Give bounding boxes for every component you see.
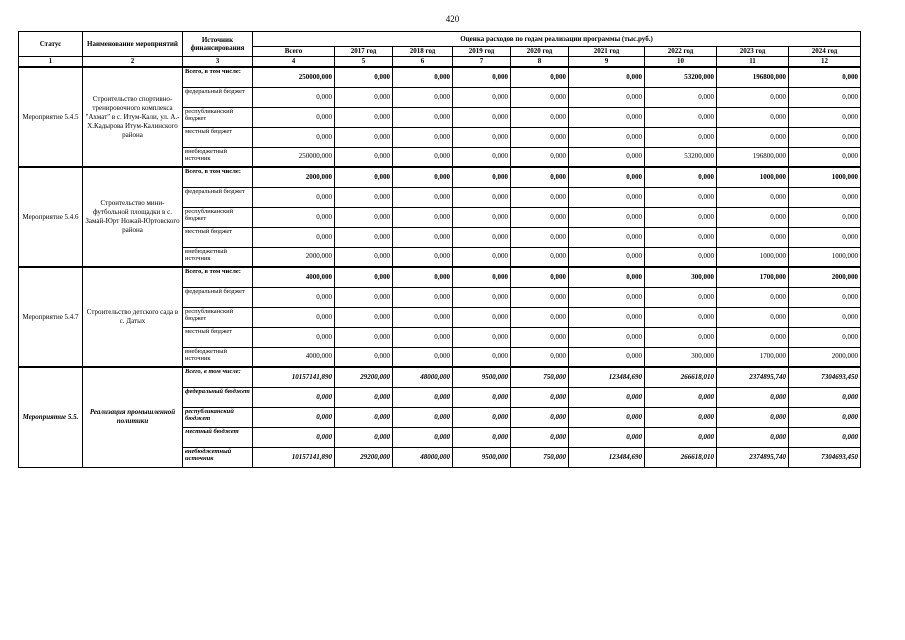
amount-cell: 0,000 <box>393 247 453 267</box>
amount-cell: 0,000 <box>569 187 645 207</box>
amount-cell: 0,000 <box>511 107 569 127</box>
amount-cell: 10157141,890 <box>253 367 335 387</box>
amount-cell: 0,000 <box>393 427 453 447</box>
header-year: 2020 год <box>511 47 569 57</box>
amount-cell: 0,000 <box>453 207 511 227</box>
table-row <box>19 267 861 287</box>
funding-source: федеральный бюджет <box>183 387 253 407</box>
amount-cell: 0,000 <box>453 427 511 447</box>
amount-cell: 9500,000 <box>453 367 511 387</box>
amount-cell: 9500,000 <box>453 447 511 467</box>
amount-cell: 2000,000 <box>789 267 861 287</box>
funding-source: местный бюджет <box>183 227 253 247</box>
amount-cell: 0,000 <box>511 127 569 147</box>
amount-cell: 0,000 <box>511 187 569 207</box>
amount-cell: 53200,000 <box>645 67 717 87</box>
amount-cell: 0,000 <box>453 147 511 167</box>
amount-cell: 0,000 <box>569 387 645 407</box>
amount-cell: 0,000 <box>789 87 861 107</box>
amount-cell: 0,000 <box>335 207 393 227</box>
funding-source: внебюджетный источник <box>183 247 253 267</box>
amount-cell: 29200,000 <box>335 447 393 467</box>
amount-cell: 7304693,450 <box>789 367 861 387</box>
amount-cell: 7304693,450 <box>789 447 861 467</box>
amount-cell: 0,000 <box>789 207 861 227</box>
measure-name: Реализация промышленной политики <box>83 367 183 467</box>
amount-cell: 1700,000 <box>717 267 789 287</box>
header-year: 2021 год <box>569 47 645 57</box>
amount-cell: 0,000 <box>335 267 393 287</box>
amount-cell: 0,000 <box>569 267 645 287</box>
amount-cell: 0,000 <box>453 307 511 327</box>
amount-cell: 0,000 <box>717 307 789 327</box>
amount-cell: 0,000 <box>717 407 789 427</box>
amount-cell: 2000,000 <box>253 247 335 267</box>
column-number: 10 <box>645 57 717 68</box>
amount-cell: 0,000 <box>717 287 789 307</box>
funding-source: республиканский бюджет <box>183 207 253 227</box>
amount-cell: 0,000 <box>789 127 861 147</box>
amount-cell: 0,000 <box>393 287 453 307</box>
header-year: 2018 год <box>393 47 453 57</box>
amount-cell: 0,000 <box>453 407 511 427</box>
amount-cell: 0,000 <box>335 127 393 147</box>
amount-cell: 0,000 <box>335 87 393 107</box>
funding-source: Всего, в том числе: <box>183 67 253 87</box>
amount-cell: 123484,690 <box>569 447 645 467</box>
measure-group <box>19 67 861 167</box>
funding-source: федеральный бюджет <box>183 187 253 207</box>
amount-cell: 0,000 <box>645 127 717 147</box>
header-year: 2019 год <box>453 47 511 57</box>
measure-status: Мероприятие 5.4.6 <box>19 167 83 267</box>
amount-cell: 0,000 <box>645 387 717 407</box>
funding-source: местный бюджет <box>183 327 253 347</box>
column-number: 6 <box>393 57 453 68</box>
amount-cell: 0,000 <box>453 267 511 287</box>
amount-cell: 0,000 <box>511 87 569 107</box>
amount-cell: 2374895,740 <box>717 447 789 467</box>
amount-cell: 0,000 <box>645 307 717 327</box>
column-number: 3 <box>183 57 253 68</box>
amount-cell: 0,000 <box>511 207 569 227</box>
amount-cell: 0,000 <box>717 187 789 207</box>
amount-cell: 0,000 <box>511 227 569 247</box>
amount-cell: 0,000 <box>569 167 645 187</box>
amount-cell: 10157141,890 <box>253 447 335 467</box>
amount-cell: 0,000 <box>511 147 569 167</box>
amount-cell: 0,000 <box>253 307 335 327</box>
table-row <box>19 67 861 87</box>
amount-cell: 0,000 <box>335 107 393 127</box>
column-numbers-row <box>19 57 861 68</box>
amount-cell: 0,000 <box>511 67 569 87</box>
amount-cell: 0,000 <box>393 107 453 127</box>
funding-source: федеральный бюджет <box>183 87 253 107</box>
amount-cell: 0,000 <box>393 147 453 167</box>
amount-cell: 2000,000 <box>253 167 335 187</box>
amount-cell: 0,000 <box>453 347 511 367</box>
amount-cell: 266618,010 <box>645 447 717 467</box>
column-number: 2 <box>83 57 183 68</box>
funding-source: федеральный бюджет <box>183 287 253 307</box>
amount-cell: 0,000 <box>253 407 335 427</box>
amount-cell: 1700,000 <box>717 347 789 367</box>
amount-cell: 0,000 <box>393 267 453 287</box>
header-year: 2023 год <box>717 47 789 57</box>
amount-cell: 0,000 <box>335 347 393 367</box>
amount-cell: 0,000 <box>569 67 645 87</box>
amount-cell: 0,000 <box>511 427 569 447</box>
amount-cell: 0,000 <box>453 327 511 347</box>
funding-source: республиканский бюджет <box>183 307 253 327</box>
amount-cell: 0,000 <box>335 407 393 427</box>
amount-cell: 0,000 <box>393 227 453 247</box>
amount-cell: 0,000 <box>569 227 645 247</box>
header-year: 2024 год <box>789 47 861 57</box>
amount-cell: 0,000 <box>569 407 645 427</box>
amount-cell: 196800,000 <box>717 147 789 167</box>
amount-cell: 0,000 <box>335 67 393 87</box>
amount-cell: 0,000 <box>645 287 717 307</box>
amount-cell: 0,000 <box>569 87 645 107</box>
amount-cell: 0,000 <box>645 107 717 127</box>
amount-cell: 0,000 <box>645 187 717 207</box>
amount-cell: 0,000 <box>335 387 393 407</box>
amount-cell: 0,000 <box>335 287 393 307</box>
amount-cell: 266618,010 <box>645 367 717 387</box>
amount-cell: 0,000 <box>511 387 569 407</box>
amount-cell: 0,000 <box>717 327 789 347</box>
funding-source: Всего, в том числе: <box>183 167 253 187</box>
column-number: 9 <box>569 57 645 68</box>
amount-cell: 0,000 <box>393 387 453 407</box>
amount-cell: 0,000 <box>393 127 453 147</box>
budget-table <box>18 31 861 468</box>
amount-cell: 0,000 <box>335 307 393 327</box>
amount-cell: 0,000 <box>511 287 569 307</box>
amount-cell: 250000,000 <box>253 147 335 167</box>
amount-cell: 0,000 <box>393 167 453 187</box>
amount-cell: 0,000 <box>511 327 569 347</box>
measure-group <box>19 267 861 367</box>
amount-cell: 0,000 <box>253 87 335 107</box>
amount-cell: 1000,000 <box>789 167 861 187</box>
amount-cell: 0,000 <box>569 327 645 347</box>
amount-cell: 0,000 <box>789 407 861 427</box>
header-source: Источник финансирования <box>183 32 253 57</box>
amount-cell: 53200,000 <box>645 147 717 167</box>
amount-cell: 4000,000 <box>253 347 335 367</box>
funding-source: внебюджетный источник <box>183 447 253 467</box>
funding-source: республиканский бюджет <box>183 107 253 127</box>
amount-cell: 0,000 <box>789 287 861 307</box>
amount-cell: 0,000 <box>569 307 645 327</box>
amount-cell: 0,000 <box>453 187 511 207</box>
table-row <box>19 167 861 187</box>
amount-cell: 0,000 <box>393 207 453 227</box>
amount-cell: 0,000 <box>789 187 861 207</box>
amount-cell: 0,000 <box>453 167 511 187</box>
amount-cell: 300,000 <box>645 347 717 367</box>
amount-cell: 0,000 <box>717 87 789 107</box>
amount-cell: 123484,690 <box>569 367 645 387</box>
measure-name: Строительство спортивно-тренировочного комплекса "Ахмат" в с. Итум-Кали, ул. А.-Х.Кадырова Итум-Калинского района <box>83 67 183 167</box>
amount-cell: 0,000 <box>511 267 569 287</box>
amount-cell: 0,000 <box>335 247 393 267</box>
amount-cell: 0,000 <box>645 207 717 227</box>
column-number: 1 <box>19 57 83 68</box>
amount-cell: 0,000 <box>717 427 789 447</box>
amount-cell: 0,000 <box>393 187 453 207</box>
amount-cell: 0,000 <box>645 167 717 187</box>
amount-cell: 0,000 <box>393 87 453 107</box>
amount-cell: 0,000 <box>569 107 645 127</box>
amount-cell: 1000,000 <box>789 247 861 267</box>
amount-cell: 0,000 <box>393 307 453 327</box>
amount-cell: 0,000 <box>645 227 717 247</box>
header-status: Статус <box>19 32 83 57</box>
amount-cell: 0,000 <box>253 207 335 227</box>
amount-cell: 0,000 <box>453 287 511 307</box>
amount-cell: 0,000 <box>253 107 335 127</box>
amount-cell: 0,000 <box>393 407 453 427</box>
amount-cell: 2000,000 <box>789 347 861 367</box>
amount-cell: 0,000 <box>717 107 789 127</box>
amount-cell: 250000,000 <box>253 67 335 87</box>
header-year: 2022 год <box>645 47 717 57</box>
amount-cell: 0,000 <box>253 227 335 247</box>
amount-cell: 0,000 <box>569 127 645 147</box>
measure-group <box>19 167 861 267</box>
funding-source: республиканский бюджет <box>183 407 253 427</box>
amount-cell: 0,000 <box>511 407 569 427</box>
column-number: 8 <box>511 57 569 68</box>
amount-cell: 0,000 <box>393 327 453 347</box>
amount-cell: 0,000 <box>335 167 393 187</box>
amount-cell: 0,000 <box>789 227 861 247</box>
amount-cell: 0,000 <box>569 247 645 267</box>
amount-cell: 0,000 <box>511 347 569 367</box>
amount-cell: 0,000 <box>453 87 511 107</box>
header-year: 2017 год <box>335 47 393 57</box>
amount-cell: 0,000 <box>453 387 511 407</box>
amount-cell: 1000,000 <box>717 247 789 267</box>
amount-cell: 2374895,740 <box>717 367 789 387</box>
funding-source: Всего, в том числе: <box>183 267 253 287</box>
amount-cell: 750,000 <box>511 367 569 387</box>
amount-cell: 1000,000 <box>717 167 789 187</box>
amount-cell: 0,000 <box>789 107 861 127</box>
amount-cell: 0,000 <box>789 147 861 167</box>
header-year: Всего <box>253 47 335 57</box>
amount-cell: 0,000 <box>717 127 789 147</box>
amount-cell: 0,000 <box>393 347 453 367</box>
measure-name: Строительство мини-футбольной площадки в с. Замай-Юрт Ножай-Юртовского района <box>83 167 183 267</box>
amount-cell: 0,000 <box>253 387 335 407</box>
measure-status: Мероприятие 5.5. <box>19 367 83 467</box>
amount-cell: 0,000 <box>453 107 511 127</box>
page-number: 420 <box>445 14 460 24</box>
amount-cell: 48000,000 <box>393 447 453 467</box>
amount-cell: 750,000 <box>511 447 569 467</box>
column-number: 12 <box>789 57 861 68</box>
amount-cell: 196800,000 <box>717 67 789 87</box>
column-number: 5 <box>335 57 393 68</box>
amount-cell: 0,000 <box>717 207 789 227</box>
amount-cell: 0,000 <box>569 207 645 227</box>
amount-cell: 0,000 <box>253 327 335 347</box>
amount-cell: 0,000 <box>335 427 393 447</box>
amount-cell: 0,000 <box>717 387 789 407</box>
amount-cell: 0,000 <box>511 307 569 327</box>
amount-cell: 0,000 <box>253 127 335 147</box>
amount-cell: 0,000 <box>645 407 717 427</box>
funding-source: местный бюджет <box>183 127 253 147</box>
table-header <box>19 32 861 68</box>
amount-cell: 0,000 <box>511 167 569 187</box>
amount-cell: 0,000 <box>569 347 645 367</box>
amount-cell: 0,000 <box>253 187 335 207</box>
measure-status: Мероприятие 5.4.5 <box>19 67 83 167</box>
amount-cell: 0,000 <box>717 227 789 247</box>
measure-group <box>19 367 861 467</box>
amount-cell: 0,000 <box>453 67 511 87</box>
amount-cell: 0,000 <box>253 427 335 447</box>
amount-cell: 0,000 <box>335 327 393 347</box>
amount-cell: 0,000 <box>789 387 861 407</box>
funding-source: внебюджетный источник <box>183 347 253 367</box>
column-number: 4 <box>253 57 335 68</box>
amount-cell: 0,000 <box>645 87 717 107</box>
amount-cell: 4000,000 <box>253 267 335 287</box>
amount-cell: 0,000 <box>789 427 861 447</box>
amount-cell: 0,000 <box>645 427 717 447</box>
amount-cell: 0,000 <box>569 147 645 167</box>
amount-cell: 29200,000 <box>335 367 393 387</box>
amount-cell: 0,000 <box>511 247 569 267</box>
amount-cell: 0,000 <box>335 227 393 247</box>
amount-cell: 0,000 <box>789 67 861 87</box>
amount-cell: 0,000 <box>789 327 861 347</box>
amount-cell: 48000,000 <box>393 367 453 387</box>
amount-cell: 0,000 <box>453 227 511 247</box>
header-name: Наименование мероприятий <box>83 32 183 57</box>
amount-cell: 0,000 <box>569 427 645 447</box>
amount-cell: 0,000 <box>569 287 645 307</box>
header-estimate: Оценка расходов по годам реализации программы (тыс.руб.) <box>253 32 861 47</box>
amount-cell: 0,000 <box>453 247 511 267</box>
amount-cell: 0,000 <box>335 187 393 207</box>
amount-cell: 0,000 <box>645 327 717 347</box>
funding-source: местный бюджет <box>183 427 253 447</box>
column-number: 7 <box>453 57 511 68</box>
amount-cell: 300,000 <box>645 267 717 287</box>
column-number: 11 <box>717 57 789 68</box>
amount-cell: 0,000 <box>645 247 717 267</box>
amount-cell: 0,000 <box>335 147 393 167</box>
amount-cell: 0,000 <box>453 127 511 147</box>
measure-name: Строительство детского сада в с. Датых <box>83 267 183 367</box>
amount-cell: 0,000 <box>253 287 335 307</box>
funding-source: внебюджетный источник <box>183 147 253 167</box>
amount-cell: 0,000 <box>393 67 453 87</box>
table-row <box>19 367 861 387</box>
measure-status: Мероприятие 5.4.7 <box>19 267 83 367</box>
amount-cell: 0,000 <box>789 307 861 327</box>
funding-source: Всего, в том числе: <box>183 367 253 387</box>
